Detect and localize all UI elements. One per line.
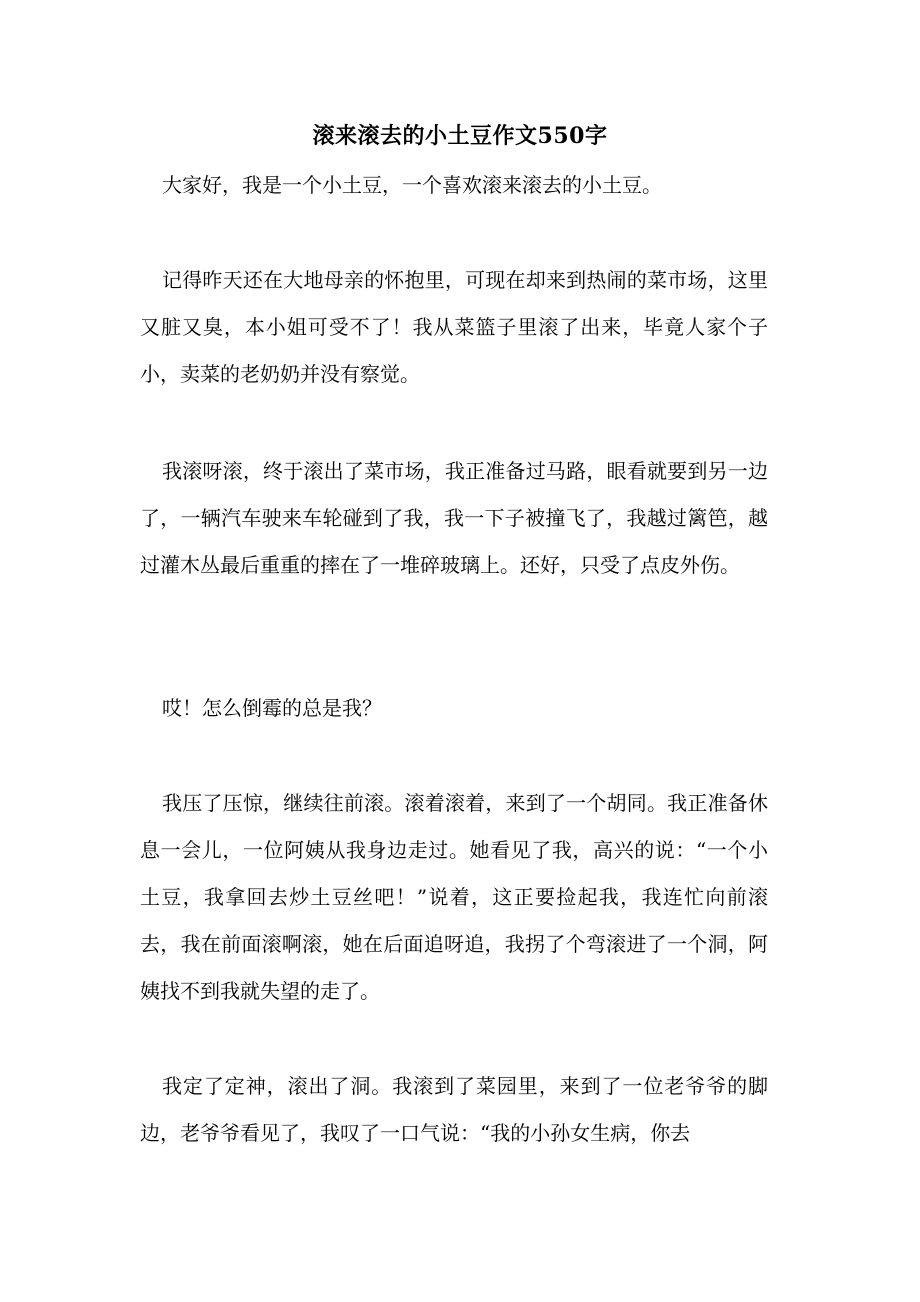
paragraph-2: 记得昨天还在大地母亲的怀抱里，可现在却来到热闹的菜市场，这里又脏又臭，本小姐可受不了！我从菜篮子里滚了出来，毕竟人家个子小，卖菜的老奶奶并没有察觉。 xyxy=(140,268,768,386)
paragraph-1: 大家好，我是一个小土豆，一个喜欢滚来滚去的小土豆。 xyxy=(162,173,662,197)
paragraph-6: 我定了定神，滚出了洞。我滚到了菜园里，来到了一位老爷爷的脚边，老爷爷看见了，我叹了一口气说：“我的小孙女生病，你去 xyxy=(140,1074,768,1145)
paragraph-3: 我滚呀滚，终于滚出了菜市场，我正准备过马路，眼看就要到另一边了，一辆汽车驶来车轮碰到了我，我一下子被撞飞了，我越过篱笆，越过灌木丛最后重重的摔在了一堆碎玻璃上。还好，只受了点皮外伤。 xyxy=(140,459,768,577)
paragraph-4: 哎！怎么倒霉的总是我？ xyxy=(162,696,382,720)
paragraph-5: 我压了压惊，继续往前滚。滚着滚着，来到了一个胡同。我正准备休息一会儿，一位阿姨从我身边走过。她看见了我，高兴的说：“一个小土豆，我拿回去炒土豆丝吧！”说着，这正要捡起我，我连忙向前滚去，我在前面滚啊滚，她在后面追呀追，我拐了个弯滚进了一个洞，阿姨找不到我就失望的走了。 xyxy=(140,791,768,1003)
document-title: 滚来滚去的小土豆作文550字 xyxy=(312,123,608,149)
